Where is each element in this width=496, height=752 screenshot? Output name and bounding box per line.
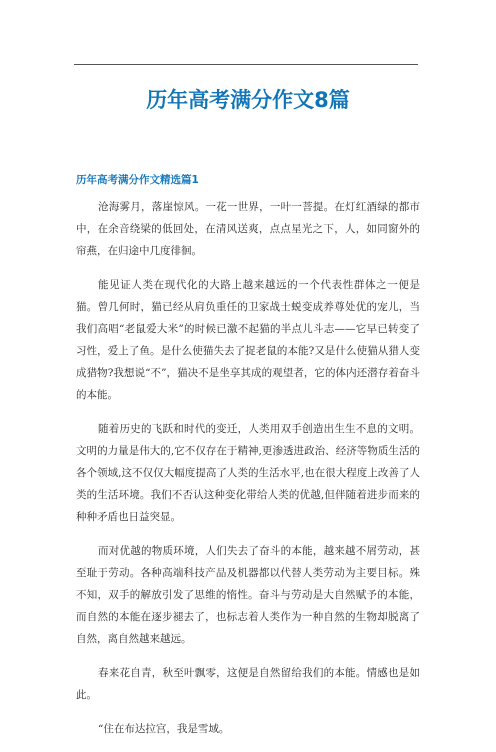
document-title: 历年高考满分作文8篇 — [146, 88, 350, 112]
paragraph-1: 沧海雾月，落崖惊风。一花一世界，一叶一菩提。在灯红酒绿的都市中，在余音绕梁的低回处，在清风送爽，点点星光之下，人，如同窗外的帘燕，在归途中几度徘徊。 — [76, 201, 420, 257]
paragraph-5: 春来花自青，秋至叶飘零，这便是自然留给我们的本能。情感也是如此。 — [76, 667, 420, 701]
paragraph-6: “住在布达拉宫，我是雪域。 — [98, 723, 230, 735]
essay-body — [76, 196, 420, 752]
paragraph-4: 而对优越的物质环境，人们失去了奋斗的本能，越来越不屑劳动，甚至耻于劳动。各种高端科技产品及机器都以代替人类劳动为主要目标。殊不知，双手的解放引发了思维的惰性。奋斗与劳动是大自然赋予的本能，而自然的本能在逐步褪去了，也标志着人类作为一种自然的生物却脱离了自然，离自然越来越远。 — [76, 545, 420, 645]
section-heading: 历年高考满分作文精选篇1 — [76, 174, 199, 186]
paragraph-2: 能见证人类在现代化的大路上越来越远的一个代表性群体之一便是猫。曾几何时，猫已经从肩负重任的卫家战士蜕变成养尊处优的宠儿，当我们高唱“老鼠爱大米”的时候已激不起猫的半点儿斗志——它早已转变了习性，爱上了鱼。是什么使猫失去了捉老鼠的本能?又是什么使猫从猎人变成猎物?我想说“不”，猫决不是坐享其成的观望者，它的体内还潜存着奋斗的本能。 — [76, 279, 420, 401]
header-rule — [74, 64, 418, 65]
paragraph-3: 随着历史的飞跃和时代的变迁，人类用双手创造出生生不息的文明。文明的力量是伟大的,它不仅存在于精神,更渗透进政治、经济等物质生活的各个领域,这不仅仅大幅度提高了人类的生活水平,也在很大程度上改善了人类的生活环境。我们不否认这种变化带给人类的优越,但伴随着进步而来的种种矛盾也日益突显。 — [76, 423, 420, 523]
